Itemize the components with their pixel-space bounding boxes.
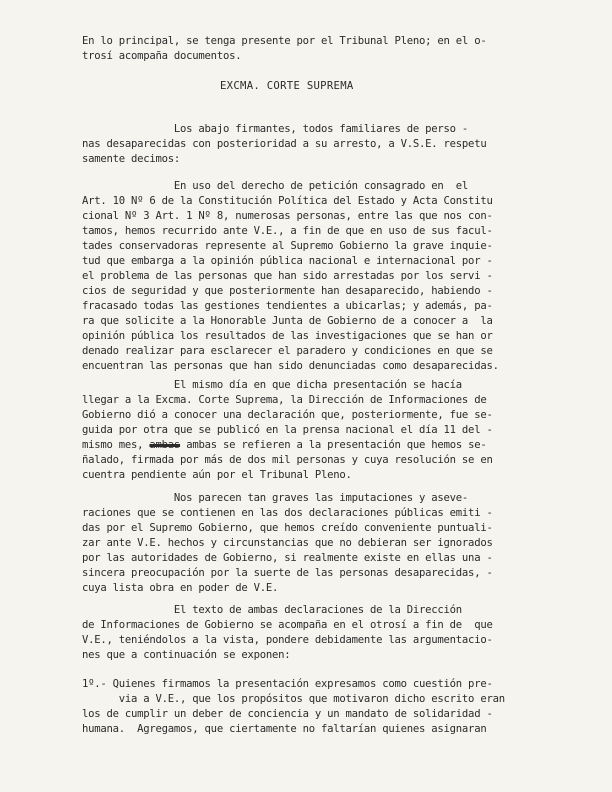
text-line: cios de seguridad y que posteriormente han desaparecido, habiendo -	[82, 285, 493, 297]
text-line: sincera preocupación por la suerte de las personas desaparecidas, -	[82, 567, 493, 579]
text-line: cuya lista obra en poder de V.E.	[82, 582, 279, 594]
text-line: tades conservadoras represente al Supremo Gobierno la grave inquie-	[82, 240, 493, 252]
text-line: cuentra pendiente aún por el Tribunal Pleno.	[82, 469, 352, 481]
text-line: por las autoridades de Gobierno, si realmente existe en ellas una -	[82, 552, 493, 564]
text-segment: ambas se refieren a la presentación que hemos se-	[180, 439, 487, 451]
text-line: ñalado, firmada por más de dos mil personas y cuya resolución se en	[82, 454, 493, 466]
text-line: samente decimos:	[82, 153, 181, 165]
text-line: Gobierno dió a conocer una declaración que, posteriormente, fue se-	[82, 409, 493, 421]
text-line: das por el Supremo Gobierno, que hemos creído conveniente puntuali-	[82, 522, 493, 534]
text-line: El mismo día en que dicha presentación se hacía	[82, 379, 462, 391]
text-line: fracasado todas las gestiones tendientes a ubicarlas; y además, pa-	[82, 300, 493, 312]
text-line: denado realizar para esclarecer el paradero y condiciones en que se	[82, 345, 493, 357]
text-line: Los abajo firmantes, todos familiares de perso -	[82, 123, 469, 135]
text-line: nas desaparecidas con posterioridad a su arresto, a V.S.E. respetu	[82, 138, 487, 150]
text-line: el problema de las personas que han sido arrestadas por los servi -	[82, 270, 493, 282]
text-line: raciones que se contienen en las dos declaraciones públicas emiti -	[82, 507, 493, 519]
text-line: encuentran las personas que han sido denunciadas como desaparecidas.	[82, 360, 499, 372]
text-line: En uso del derecho de petición consagrado en el	[82, 180, 469, 192]
text-line: los de cumplir un deber de conciencia y un mandato de solidaridad -	[82, 708, 493, 720]
text-line: humana. Agregamos, que ciertamente no faltarían quienes asignaran	[82, 723, 487, 735]
text-line: tamos, hemos recurrido ante V.E., a fin de que en uso de sus facul-	[82, 225, 493, 237]
text-segment: mismo mes,	[82, 439, 150, 451]
struck-out-word: ambas	[149, 439, 181, 451]
text-line: guida por otra que se publicó en la prensa nacional el día 11 del -	[82, 424, 493, 436]
opening-line: trosí acompaña documentos.	[82, 50, 242, 62]
text-line: opinión pública los resultados de las investigaciones que se han or	[82, 330, 493, 342]
addressee-heading: EXCMA. CORTE SUPREMA	[220, 80, 354, 92]
text-line: ra que solicite a la Honorable Junta de Gobierno de a conocer a la	[82, 315, 493, 327]
text-line-with-strikeout	[82, 440, 486, 451]
text-line: V.E., teniéndolos a la vista, pondere debidamente las argumentacio-	[82, 634, 493, 646]
opening-line: En lo principal, se tenga presente por el Tribunal Pleno; en el o-	[82, 35, 487, 47]
text-line: llegar a la Excma. Corte Suprema, la Dirección de Informaciones de	[82, 394, 487, 406]
text-line: 1º.- Quienes firmamos la presentación expresamos como cuestión pre-	[82, 678, 493, 690]
text-line: via a V.E., que los propósitos que motivaron dicho escrito eran	[82, 693, 505, 705]
text-line: nes que a continuación se exponen:	[82, 649, 291, 661]
text-line: tud que embarga a la opinión pública nacional e internacional por -	[82, 255, 493, 267]
text-line: Nos parecen tan graves las imputaciones y aseve-	[82, 492, 469, 504]
text-line: Art. 10 Nº 6 de la Constitución Política del Estado y Acta Constitu	[82, 195, 493, 207]
text-line: cional Nº 3 Art. 1 Nº 8, numerosas personas, entre las que nos con-	[82, 210, 493, 222]
text-line: zar ante V.E. hechos y circunstancias que no debieran ser ignorados	[82, 537, 493, 549]
text-line: de Informaciones de Gobierno se acompaña en el otrosí a fin de que	[82, 619, 493, 631]
text-line: El texto de ambas declaraciones de la Dirección	[82, 604, 462, 616]
